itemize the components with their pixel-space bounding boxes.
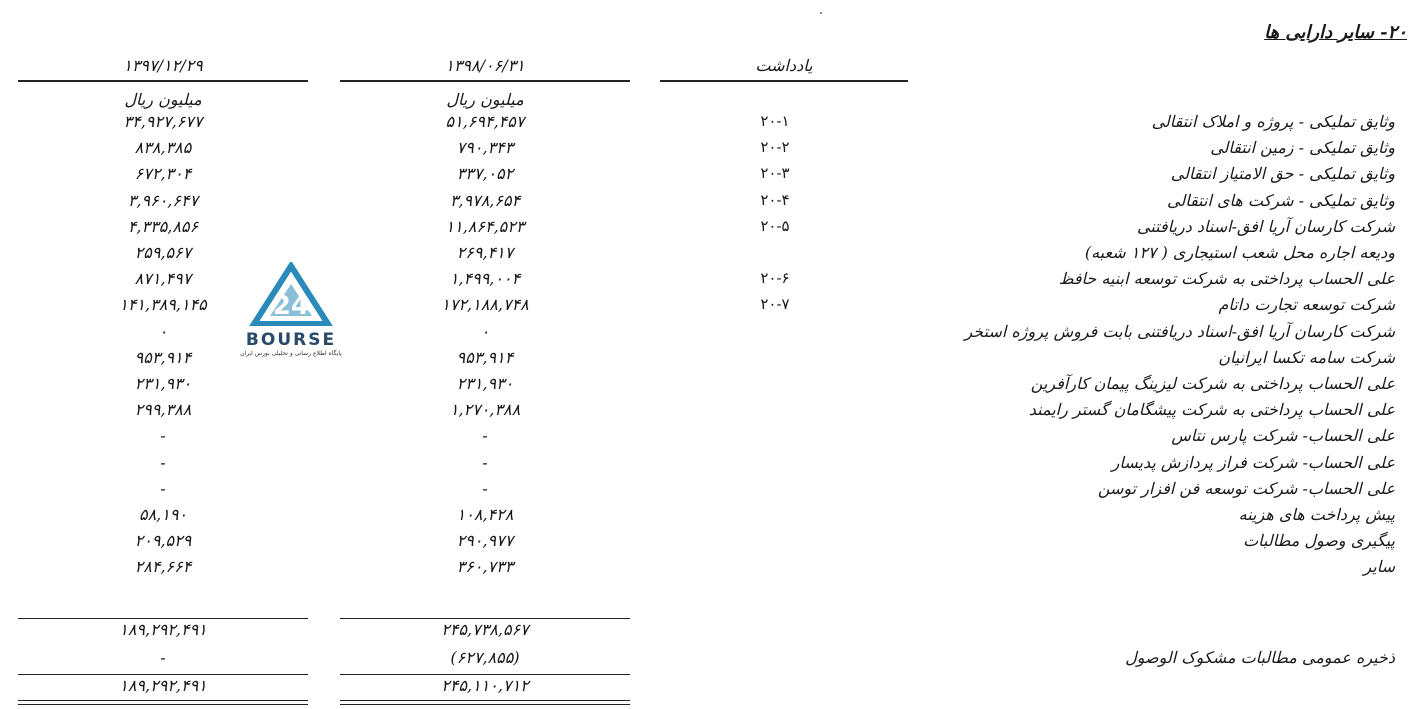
column-header-1398: ۱۳۹۸/۰۶/۳۱: [445, 56, 525, 75]
row-value-1397: ۲۳۱,۹۳۰: [134, 374, 192, 393]
row-label: علی الحساب پرداختی به شرکت پیشگامان گستر رایمند: [1028, 400, 1395, 419]
row-value-1398: ۱,۲۷۰,۳۸۸: [449, 400, 521, 419]
subtotal-1398: ۲۴۵,۷۳۸,۵۶۷: [441, 620, 529, 639]
row-value-1397: ۹۵۳,۹۱۴: [134, 348, 192, 367]
subtotal-1397: ۱۸۹,۲۹۲,۴۹۱: [119, 620, 207, 639]
row-value-1398: ۳۶۰,۷۳۳: [456, 557, 514, 576]
total-1398: ۲۴۵,۱۱۰,۷۱۲: [441, 676, 529, 695]
row-value-1397: ۲۹۹,۳۸۸: [134, 400, 192, 419]
column-header-1397: ۱۳۹۷/۱۲/۲۹: [123, 56, 203, 75]
row-value-1397: ۸۳۸,۳۸۵: [134, 138, 192, 157]
row-value-1397: ۱۴۱,۳۸۹,۱۴۵: [119, 295, 207, 314]
total-double-rule-a-1398: [340, 700, 630, 701]
row-label: سایر: [1363, 557, 1395, 576]
row-note: ۲۰-۱: [760, 112, 790, 130]
row-value-1398: ۰: [480, 322, 490, 341]
row-value-1397: ۲۰۹,۵۲۹: [134, 531, 192, 550]
header-rule-1398: [340, 80, 630, 82]
row-value-1397: -: [160, 479, 166, 498]
subtotal-rule-1398: [340, 618, 630, 619]
row-label: ودیعه اجاره محل شعب استیجاری ( ۱۲۷ شعبه): [1084, 243, 1395, 262]
row-label: وثایق تملیکی - شرکت های انتقالی: [1167, 191, 1395, 210]
row-note: ۲۰-۲: [760, 138, 790, 156]
row-label: وثایق تملیکی - حق الامتیاز انتقالی: [1170, 164, 1395, 183]
row-label: شرکت کارسان آریا افق-اسناد دریافتنی: [1137, 217, 1395, 236]
row-value-1397: ۲۵۹,۵۶۷: [134, 243, 192, 262]
total-rule-1397: [18, 674, 308, 675]
row-value-1397: ۵۸,۱۹۰: [138, 505, 188, 524]
total-rule-1398: [340, 674, 630, 675]
row-value-1398: ۹۵۳,۹۱۴: [456, 348, 514, 367]
row-value-1397: ۲۸۴,۶۶۴: [134, 557, 192, 576]
row-label: علی الحساب پرداختی به شرکت توسعه ابنیه حافظ: [1058, 269, 1395, 288]
total-double-rule-b-1397: [18, 704, 308, 705]
row-label: شرکت کارسان آریا افق-اسناد دریافتنی بابت فروش پروژه استخر: [964, 322, 1395, 341]
row-value-1398: ۲۳۱,۹۳۰: [456, 374, 514, 393]
row-note: ۲۰-۶: [760, 269, 790, 287]
subtotal-rule-1397: [18, 618, 308, 619]
row-value-1398: ۱,۴۹۹,۰۰۴: [449, 269, 521, 288]
row-value-1398: ۳,۹۷۸,۶۵۴: [449, 191, 521, 210]
row-value-1398: -: [482, 453, 488, 472]
speck: [820, 12, 822, 14]
total-double-rule-b-1398: [340, 704, 630, 705]
row-label: شرکت توسعه تجارت داتام: [1218, 295, 1395, 314]
row-label: شرکت سامه تکسا ایرانیان: [1218, 348, 1395, 367]
bourse-triangle-icon: [236, 262, 346, 326]
row-label: وثایق تملیکی - پروژه و املاک انتقالی: [1151, 112, 1395, 131]
row-note: ۲۰-۵: [760, 217, 790, 235]
row-value-1398: ۳۳۷,۰۵۲: [456, 164, 514, 183]
row-value-1397: ۴,۳۳۵,۸۵۶: [127, 217, 199, 236]
row-label: علی الحساب- شرکت فراز پردازش پدیسار: [1111, 453, 1395, 472]
row-note: ۲۰-۴: [760, 191, 790, 209]
row-label: پیش پرداخت های هزینه: [1238, 505, 1395, 524]
row-label: علی الحساب- شرکت پارس نتاس: [1171, 426, 1395, 445]
logo-mark: 24: [272, 291, 310, 321]
logo-tagline: پایگاه اطلاع رسانی و تحلیلی بورس ایران: [240, 350, 342, 357]
row-value-1398: ۲۹۰,۹۷۷: [456, 531, 514, 550]
note-column-header: یادداشت: [755, 56, 813, 75]
row-value-1397: ۰: [158, 322, 168, 341]
unit-label-1398: میلیون ریال: [446, 90, 524, 109]
row-note: ۲۰-۷: [760, 295, 790, 313]
row-label: علی الحساب پرداختی به شرکت لیزینگ پیمان کارآفرین: [1030, 374, 1395, 393]
row-label: علی الحساب- شرکت توسعه فن افزار توسن: [1097, 479, 1395, 498]
total-double-rule-a-1397: [18, 700, 308, 701]
row-value-1398: ۱۷۲,۱۸۸,۷۴۸: [441, 295, 529, 314]
logo-name: BOURSE: [245, 330, 337, 350]
row-value-1398: ۱۰۸,۴۲۸: [456, 505, 514, 524]
header-rule-note: [660, 80, 908, 82]
reserve-1397: -: [160, 648, 166, 667]
row-value-1398: -: [482, 426, 488, 445]
bourse-logo: [236, 262, 346, 357]
row-value-1397: ۸۷۱,۴۹۷: [134, 269, 192, 288]
reserve-1398: (۶۲۷,۸۵۵): [450, 648, 520, 667]
row-value-1398: ۷۹۰,۳۴۳: [456, 138, 514, 157]
row-value-1398: ۲۶۹,۴۱۷: [456, 243, 514, 262]
row-value-1397: ۶۷۲,۳۰۴: [134, 164, 192, 183]
row-value-1398: ۱۱,۸۶۴,۵۲۳: [445, 217, 525, 236]
row-note: ۲۰-۳: [760, 164, 790, 182]
header-rule-1397: [18, 80, 308, 82]
row-value-1397: -: [160, 453, 166, 472]
section-title: ۲۰- سایر دارایی ها: [1264, 22, 1407, 43]
row-label: پیگیری وصول مطالبات: [1243, 531, 1395, 550]
total-1397: ۱۸۹,۲۹۲,۴۹۱: [119, 676, 207, 695]
row-value-1398: ۵۱,۶۹۴,۴۵۷: [445, 112, 525, 131]
row-value-1397: ۳۴,۹۲۷,۶۷۷: [123, 112, 203, 131]
row-value-1398: -: [482, 479, 488, 498]
reserve-label: ذخیره عمومی مطالبات مشکوک الوصول: [1125, 648, 1395, 667]
row-value-1397: ۳,۹۶۰,۶۴۷: [127, 191, 199, 210]
row-value-1397: -: [160, 426, 166, 445]
unit-label-1397: میلیون ریال: [124, 90, 202, 109]
row-label: وثایق تملیکی - زمین انتقالی: [1210, 138, 1395, 157]
